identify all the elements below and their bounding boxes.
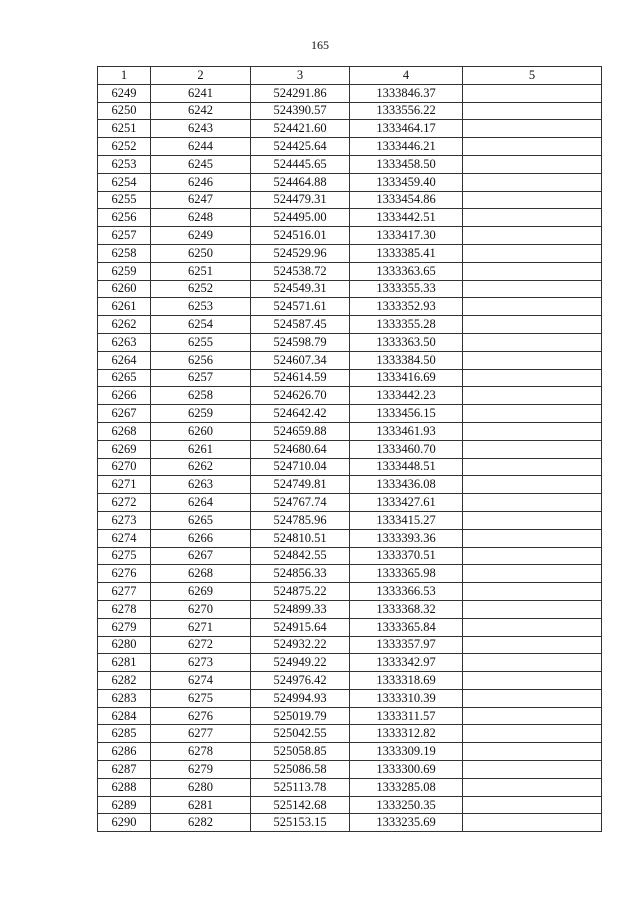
table-cell: 1333370.51 [350,547,463,565]
table-cell [463,707,602,725]
table-cell [463,191,602,209]
table-cell: 524538.72 [251,262,350,280]
table-cell: 1333446.21 [350,138,463,156]
table-cell: 6249 [98,84,151,102]
table-cell: 6264 [98,351,151,369]
table-cell: 6262 [98,316,151,334]
table-cell [463,173,602,191]
table-cell: 6272 [98,494,151,512]
table-cell: 1333312.82 [350,725,463,743]
table-cell: 524915.64 [251,618,350,636]
table-row [98,262,602,280]
table-cell: 524291.86 [251,84,350,102]
table-cell [463,84,602,102]
table-cell [463,494,602,512]
table-row [98,761,602,779]
table-cell: 6261 [151,440,251,458]
table-cell: 1333556.22 [350,102,463,120]
table-cell: 6277 [98,583,151,601]
table-cell: 6269 [151,583,251,601]
table-cell: 1333365.98 [350,565,463,583]
table-cell [463,583,602,601]
table-cell: 6266 [151,529,251,547]
table-cell: 1333458.50 [350,155,463,173]
table-cell: 1333416.69 [350,369,463,387]
table-cell: 524607.34 [251,351,350,369]
table-cell: 6287 [98,761,151,779]
table-cell [463,618,602,636]
table-row [98,725,602,743]
table-row [98,778,602,796]
table-cell: 6281 [98,654,151,672]
table-cell [463,155,602,173]
table-cell: 6259 [151,405,251,423]
table-row [98,511,602,529]
table-cell: 524516.01 [251,227,350,245]
table-cell: 6256 [151,351,251,369]
table-row [98,583,602,601]
table-row [98,333,602,351]
table-row [98,494,602,512]
table-cell: 6271 [151,618,251,636]
table-row [98,796,602,814]
table-cell [463,814,602,832]
column-header: 5 [463,67,602,85]
table-cell: 6275 [98,547,151,565]
table-cell: 1333417.30 [350,227,463,245]
table-cell: 524587.45 [251,316,350,334]
table-row [98,422,602,440]
table-cell [463,796,602,814]
table-row [98,440,602,458]
table-cell: 6265 [151,511,251,529]
table-cell [463,529,602,547]
table-cell: 1333464.17 [350,120,463,138]
table-cell: 6253 [98,155,151,173]
table-cell: 1333355.28 [350,316,463,334]
table-cell: 525153.15 [251,814,350,832]
table-cell: 524614.59 [251,369,350,387]
table-cell: 6267 [151,547,251,565]
column-header: 4 [350,67,463,85]
table-cell: 6258 [98,244,151,262]
table-cell [463,422,602,440]
table-cell: 1333363.50 [350,333,463,351]
table-cell: 524994.93 [251,689,350,707]
table-cell: 524626.70 [251,387,350,405]
table-cell: 1333285.08 [350,778,463,796]
table-cell [463,262,602,280]
table-cell: 6285 [98,725,151,743]
table-row [98,689,602,707]
table-row [98,387,602,405]
table-cell: 6248 [151,209,251,227]
table-cell: 6257 [151,369,251,387]
table-cell: 6279 [98,618,151,636]
table-cell [463,333,602,351]
table-cell: 524425.64 [251,138,350,156]
table-cell: 524810.51 [251,529,350,547]
table-row [98,618,602,636]
table-cell: 6278 [98,600,151,618]
table-cell: 6252 [151,280,251,298]
table-cell: 1333427.61 [350,494,463,512]
table-cell: 6283 [98,689,151,707]
table-cell: 6286 [98,743,151,761]
table-row [98,707,602,725]
coordinates-table [97,66,602,832]
table-cell: 1333318.69 [350,672,463,690]
table-cell: 524875.22 [251,583,350,601]
table-row [98,529,602,547]
table-cell: 524571.61 [251,298,350,316]
table-cell: 6252 [98,138,151,156]
table-cell: 6280 [151,778,251,796]
table-cell [463,547,602,565]
table-cell: 524642.42 [251,405,350,423]
table-cell: 6258 [151,387,251,405]
table-cell [463,244,602,262]
table-cell: 6260 [98,280,151,298]
table-cell: 6243 [151,120,251,138]
table-cell: 1333363.65 [350,262,463,280]
page-number: 165 [311,38,329,52]
table-row [98,173,602,191]
table-cell [463,725,602,743]
table-cell [463,102,602,120]
table-cell: 525058.85 [251,743,350,761]
table-cell: 1333352.93 [350,298,463,316]
table-cell: 524445.65 [251,155,350,173]
table-cell: 6271 [98,476,151,494]
table-cell: 1333366.53 [350,583,463,601]
table-cell: 6276 [151,707,251,725]
table-row [98,369,602,387]
table-cell: 524710.04 [251,458,350,476]
table-cell: 524680.64 [251,440,350,458]
table-cell [463,511,602,529]
table-cell: 525142.68 [251,796,350,814]
table-cell: 6249 [151,227,251,245]
table-cell: 524479.31 [251,191,350,209]
table-cell: 1333415.27 [350,511,463,529]
table-cell: 524390.57 [251,102,350,120]
table-cell: 6289 [98,796,151,814]
table-row [98,120,602,138]
table-row [98,547,602,565]
table-cell: 6273 [98,511,151,529]
table-cell: 1333384.50 [350,351,463,369]
table-cell [463,458,602,476]
table-cell: 6267 [98,405,151,423]
table-cell: 6275 [151,689,251,707]
column-header: 3 [251,67,350,85]
table-cell: 6262 [151,458,251,476]
table-cell: 524749.81 [251,476,350,494]
table-cell: 525113.78 [251,778,350,796]
table-cell: 1333309.19 [350,743,463,761]
table-cell: 6281 [151,796,251,814]
table-cell: 6278 [151,743,251,761]
table-cell: 6277 [151,725,251,743]
table-cell: 1333459.40 [350,173,463,191]
table-cell [463,440,602,458]
table-cell: 524464.88 [251,173,350,191]
table-cell [463,565,602,583]
table-cell: 1333393.36 [350,529,463,547]
table-cell [463,778,602,796]
table-cell [463,120,602,138]
table-cell: 6272 [151,636,251,654]
table-cell: 1333310.39 [350,689,463,707]
table-cell [463,689,602,707]
table-cell: 6270 [151,600,251,618]
table-cell [463,761,602,779]
table-cell [463,227,602,245]
table-cell: 6254 [151,316,251,334]
table-cell: 1333456.15 [350,405,463,423]
table-cell: 524899.33 [251,600,350,618]
table-row [98,672,602,690]
table-cell: 6256 [98,209,151,227]
table-cell: 1333300.69 [350,761,463,779]
table-cell: 6250 [98,102,151,120]
table-cell: 524549.31 [251,280,350,298]
table-cell: 6273 [151,654,251,672]
table-cell: 6290 [98,814,151,832]
table-row [98,209,602,227]
table-row [98,155,602,173]
table-row [98,102,602,120]
table-cell: 6255 [151,333,251,351]
table-cell: 6253 [151,298,251,316]
table-cell: 6241 [151,84,251,102]
table-cell: 6274 [151,672,251,690]
table-cell [463,600,602,618]
table-cell: 6279 [151,761,251,779]
table-cell: 6265 [98,369,151,387]
table-cell: 6268 [98,422,151,440]
table-cell: 524932.22 [251,636,350,654]
table-cell: 6247 [151,191,251,209]
table-cell: 6257 [98,227,151,245]
table-cell: 524767.74 [251,494,350,512]
table-cell: 524842.55 [251,547,350,565]
table-cell: 1333436.08 [350,476,463,494]
table-cell: 6250 [151,244,251,262]
table-row [98,298,602,316]
table-cell: 6280 [98,636,151,654]
table-cell: 1333250.35 [350,796,463,814]
table-cell: 6263 [151,476,251,494]
table-cell [463,209,602,227]
table-cell: 1333460.70 [350,440,463,458]
table-cell: 525086.58 [251,761,350,779]
table-row [98,476,602,494]
table-row [98,565,602,583]
table-cell: 524659.88 [251,422,350,440]
table-row [98,244,602,262]
table-cell: 6284 [98,707,151,725]
table-cell: 6255 [98,191,151,209]
table-cell: 524949.22 [251,654,350,672]
table-cell: 1333355.33 [350,280,463,298]
table-cell [463,387,602,405]
table-cell [463,405,602,423]
table-cell: 1333454.86 [350,191,463,209]
table-cell: 6266 [98,387,151,405]
table-cell: 6263 [98,333,151,351]
table-cell [463,298,602,316]
table-cell: 1333342.97 [350,654,463,672]
table-cell: 6245 [151,155,251,173]
table-cell: 1333846.37 [350,84,463,102]
table-cell: 1333235.69 [350,814,463,832]
table-cell: 6244 [151,138,251,156]
table-row [98,316,602,334]
table-cell: 1333448.51 [350,458,463,476]
table-cell: 6259 [98,262,151,280]
table-cell [463,672,602,690]
table-cell: 6276 [98,565,151,583]
table-row [98,351,602,369]
table-cell: 6269 [98,440,151,458]
table-row [98,814,602,832]
table-body [98,84,602,831]
table-cell: 524529.96 [251,244,350,262]
table-cell [463,654,602,672]
table-cell: 6282 [98,672,151,690]
table-cell: 6261 [98,298,151,316]
table-row [98,654,602,672]
table-row [98,227,602,245]
table-cell: 524785.96 [251,511,350,529]
table-row [98,458,602,476]
table-cell [463,476,602,494]
table-row [98,138,602,156]
table-cell: 525019.79 [251,707,350,725]
table-cell: 1333311.57 [350,707,463,725]
table-cell: 6274 [98,529,151,547]
table-cell: 524495.00 [251,209,350,227]
column-header: 1 [98,67,151,85]
table-row [98,636,602,654]
table-cell [463,636,602,654]
table-cell: 6251 [98,120,151,138]
table-cell: 524421.60 [251,120,350,138]
table-cell: 525042.55 [251,725,350,743]
table-cell: 6251 [151,262,251,280]
table-row [98,84,602,102]
table-cell: 1333442.51 [350,209,463,227]
table-row [98,191,602,209]
table-cell: 6260 [151,422,251,440]
table-cell [463,743,602,761]
table-cell: 1333365.84 [350,618,463,636]
table-cell: 6270 [98,458,151,476]
table-cell: 6268 [151,565,251,583]
table-cell: 1333461.93 [350,422,463,440]
table-cell: 6288 [98,778,151,796]
table-cell [463,316,602,334]
table-cell [463,280,602,298]
table-cell [463,369,602,387]
table-cell: 1333368.32 [350,600,463,618]
table-cell: 6282 [151,814,251,832]
table-row [98,600,602,618]
table-cell: 6246 [151,173,251,191]
table-cell: 6254 [98,173,151,191]
table-cell [463,351,602,369]
table-header-row [98,67,602,85]
table-cell: 1333385.41 [350,244,463,262]
table-cell: 6242 [151,102,251,120]
table-row [98,280,602,298]
column-header: 2 [151,67,251,85]
table-cell: 1333442.23 [350,387,463,405]
table-cell: 1333357.97 [350,636,463,654]
table-row [98,405,602,423]
table-cell: 6264 [151,494,251,512]
table-row [98,743,602,761]
table-cell: 524856.33 [251,565,350,583]
table-cell: 524598.79 [251,333,350,351]
table-cell [463,138,602,156]
table-cell: 524976.42 [251,672,350,690]
